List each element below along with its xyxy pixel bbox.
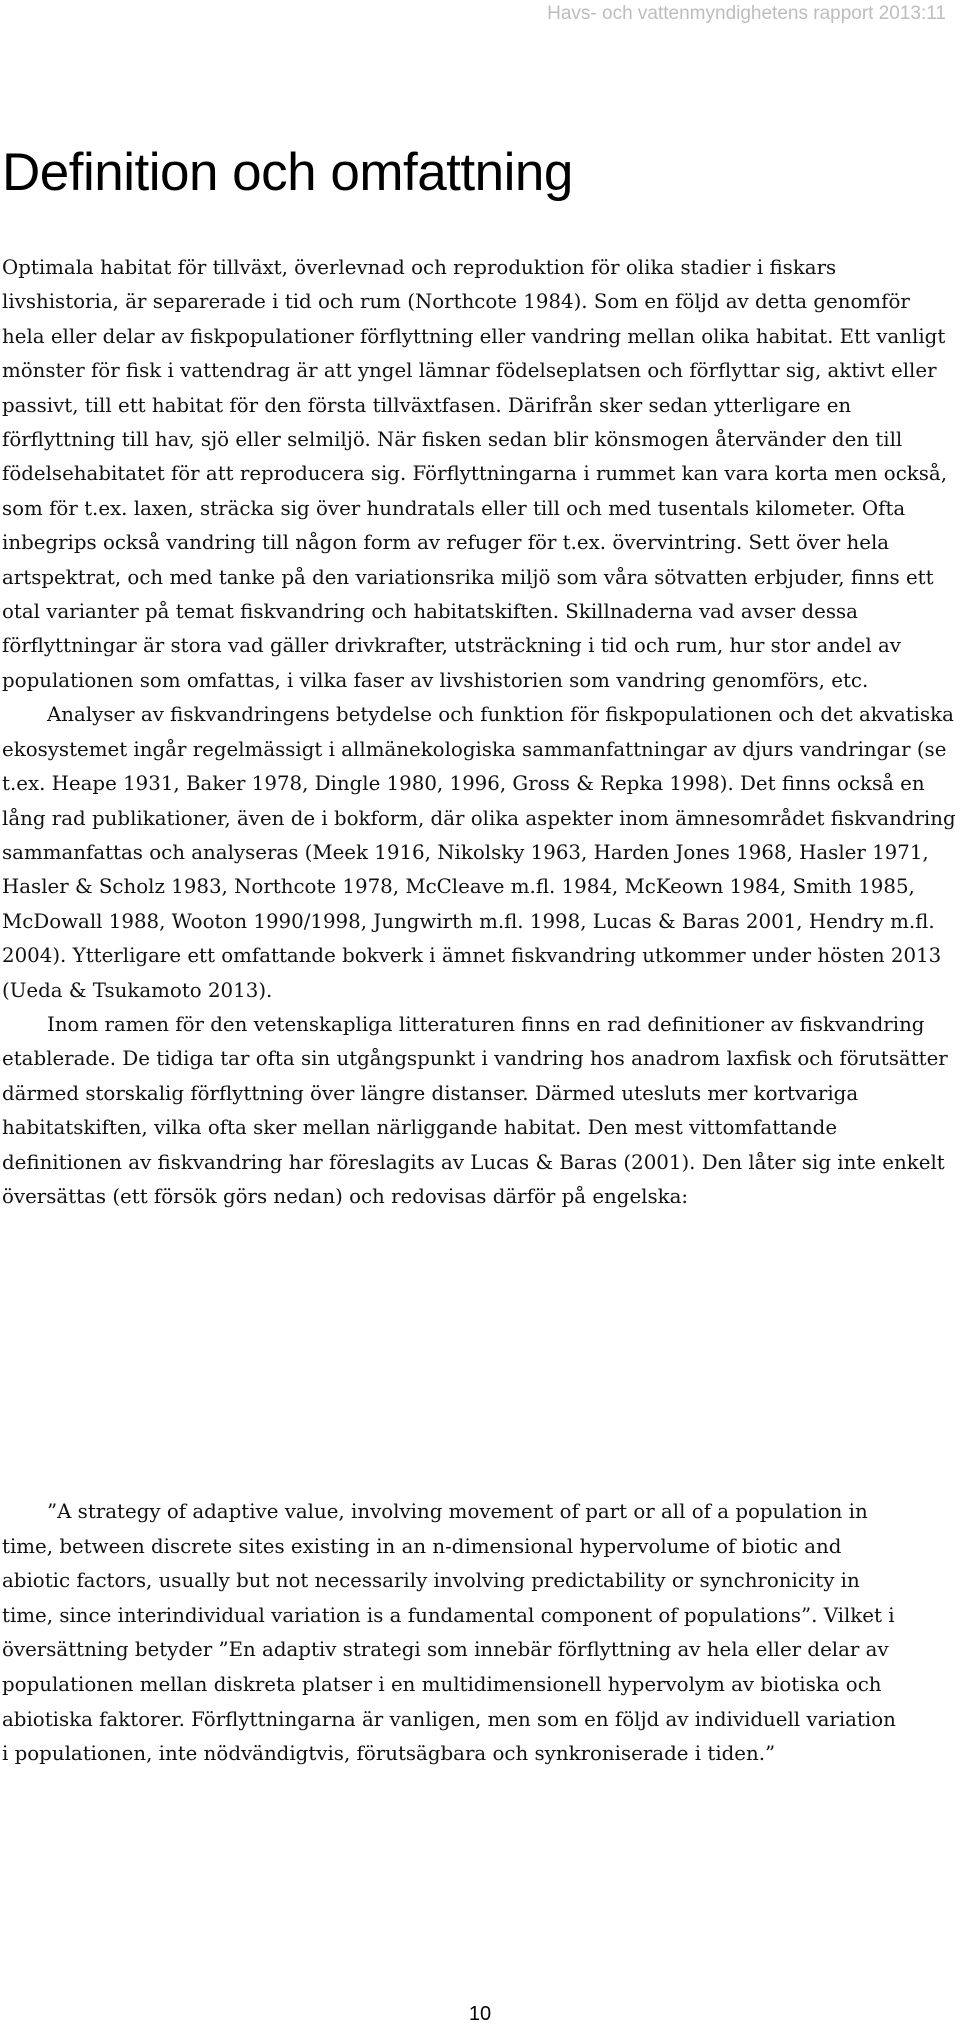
paragraph-definitions: Inom ramen för den vetenskapliga litteraturen finns en rad definitioner av fiskvandring etablerade. De tidiga tar ofta sin utgångspunkt i vandring hos anadrom laxfisk och förutsätter därmed storskalig förflyttning över längre distanser. Därmed utesluts mer kortvariga habitatskiften, vilka ofta sker mellan närliggande habitat. Den mest vittomfattande definitionen av fiskvandring har föreslagits av Lucas & Baras (2001). Den låter sig inte enkelt översättas (ett försök görs nedan) och redovisas därför på engelska: (2, 1012, 948, 1208)
page-title: Definition och omfattning (2, 143, 573, 202)
paragraph-habitat: Optimala habitat för tillväxt, överlevnad och reproduktion för olika stadier i fiskars livshistoria, är separerade i tid och rum (Northcote 1984). Som en följd av detta genomför hela eller delar av fiskpopulationer förflyttning eller vandring mellan olika habitat. Ett vanligt mönster för fisk i vattendrag är att yngel lämnar födelseplatsen och förflyttar sig, aktivt eller passivt, till ett habitat för den första tillväxtfasen. Därifrån sker sedan ytterligare en förflyttning till hav, sjö eller selmiljö. När fisken sedan blir könsmogen återvänder den till födelsehabitatet för att reproducera sig. Förflyttningarna i rummet kan vara korta men också, som för t.ex. laxen, sträcka sig över hundratals eller till och med tusentals kilometer. Ofta inbegrips också vandring till någon form av refuger för t.ex. övervintring. Sett över hela artspektrat, och med tanke på den variationsrika miljö som våra sötvatten erbjuder, finns ett otal varianter på temat fiskvandring och habitatskiften. Skillnaderna vad avser dessa förflyttningar är stora vad gäller drivkrafter, utsträckning i tid och rum, hur stor andel av populationen som omfattas, i vilka faser av livshistorien som vandring genomförs, etc. (2, 256, 948, 692)
body-text (2, 251, 958, 1214)
running-header: Havs- och vattenmyndighetens rapport 2013:11 (547, 3, 946, 24)
page-number: 10 (468, 2003, 492, 2025)
definition-quote: ”A strategy of adaptive value, involving movement of part or all of a population in time, between discrete sites existing in an n-dimensional hypervolume of biotic and abiotic factors, usually but not necessarily involving predictability or synchronicity in time, since interindividual variation is a fundamental component of populations”. Vilket i översättning betyder ”En adaptiv strategi som innebär förflyttning av hela eller delar av populationen mellan diskreta platser i en multidimensionell hypervolym av biotiska och abiotiska faktorer. Förflyttningarna är vanligen, men som en följd av individuell variation i populationen, inte nödvändigtvis, förutsägbara och synkroniserade i tiden.” (2, 1500, 896, 1766)
paragraph-analyses: Analyser av fiskvandringens betydelse och funktion för fiskpopulationen och det akvatiska ekosystemet ingår regelmässigt i allmänekologiska sammanfattningar av djurs vandringar (se t.ex. Heape 1931, Baker 1978, Dingle 1980, 1996, Gross & Repka 1998). Det finns också en lång rad publikationer, även de i bokform, där olika aspekter inom ämnesområdet fiskvandring sammanfattas och analyseras (Meek 1916, Nikolsky 1963, Harden Jones 1968, Hasler 1971, Hasler & Scholz 1983, Northcote 1978, McCleave m.fl. 1984, McKeown 1984, Smith 1985, McDowall 1988, Wooton 1990/1998, Jungwirth m.fl. 1998, Lucas & Baras 2001, Hendry m.fl. 2004). Ytterligare ett omfattande bokverk i ämnet fiskvandring utkommer under hösten 2013 (Ueda & Tsukamoto 2013). (2, 703, 956, 1002)
